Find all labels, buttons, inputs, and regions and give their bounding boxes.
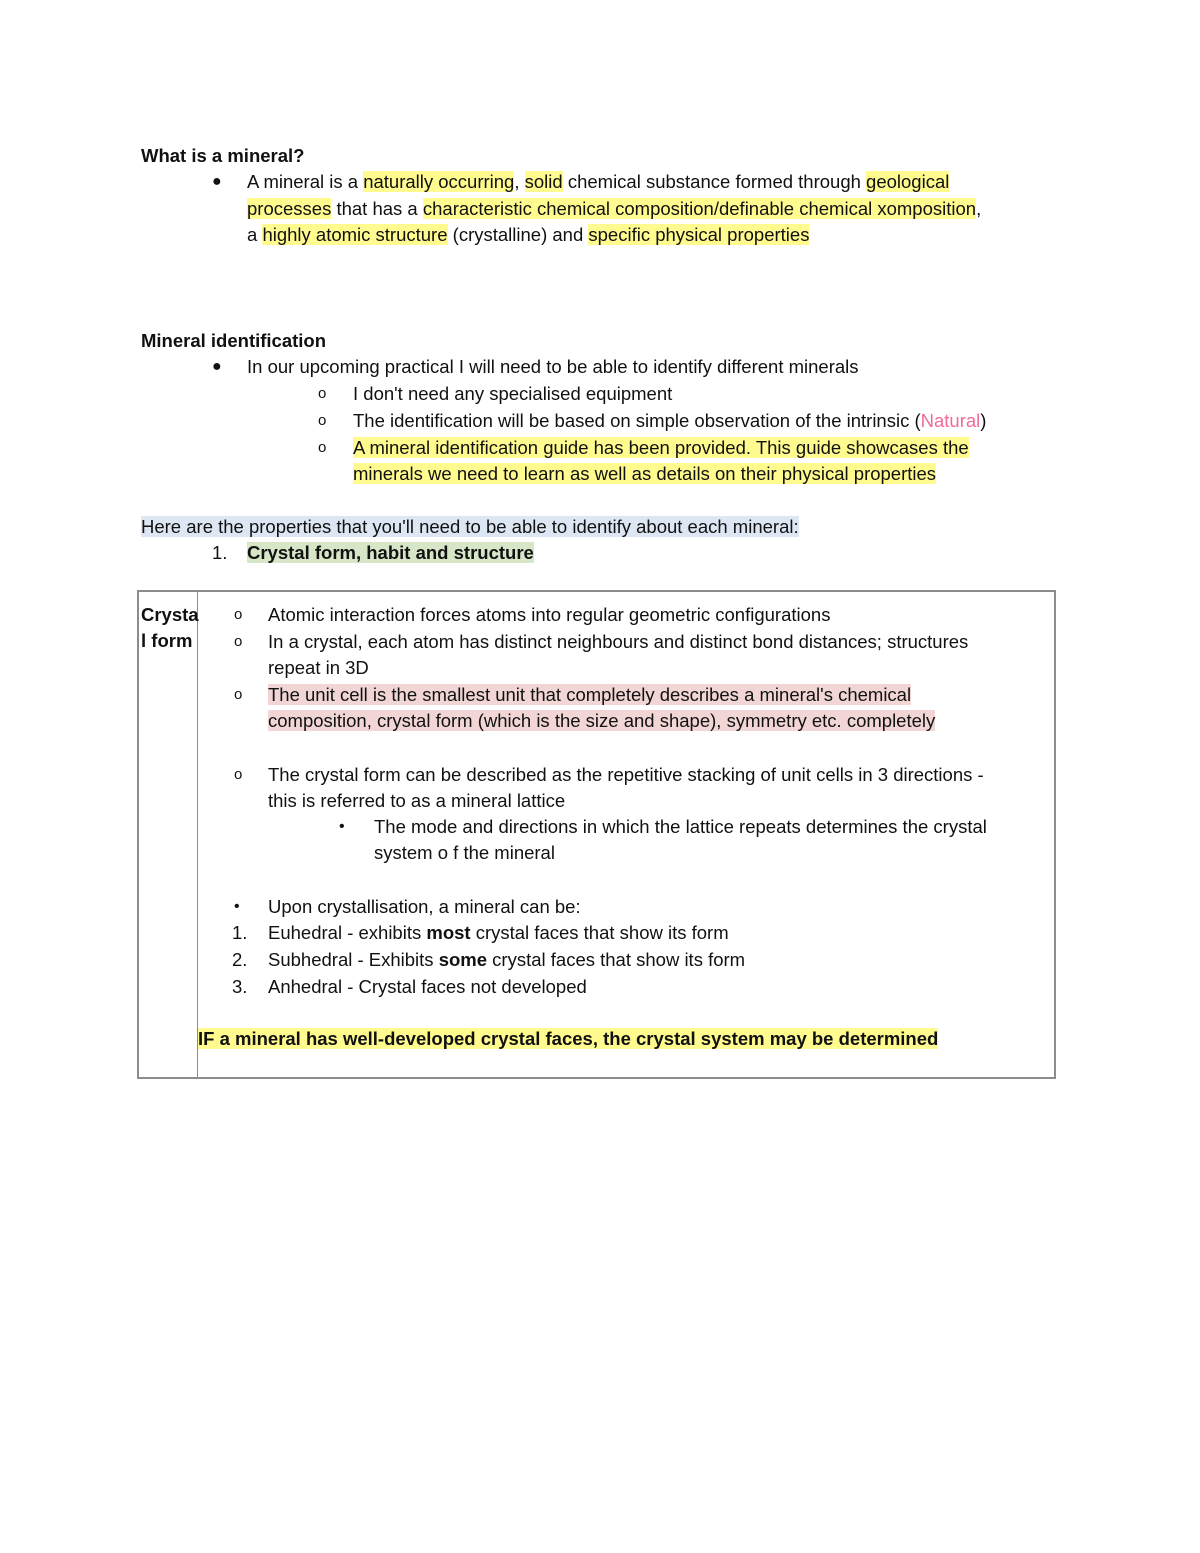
circle-bullet-icon: o (318, 439, 327, 456)
table-item-unit-cell-line-1: The unit cell is the smallest unit that completely describes a mineral's chemical (268, 684, 912, 705)
definition-line-3: a highly atomic structure (crystalline) and specific physical properties (247, 224, 810, 245)
bullet-icon: • (339, 818, 345, 835)
circle-bullet-icon: o (234, 606, 243, 623)
table-item-unit-cell-line-2: composition, crystal form (which is the size and shape), symmetry etc. completely (268, 710, 936, 731)
table-item-crystallisation: Upon crystallisation, a mineral can be: (268, 896, 581, 917)
table-list-anhedral: Anhedral - Crystal faces not developed (268, 976, 587, 997)
circle-bullet-icon: o (234, 686, 243, 703)
table-footer-note: IF a mineral has well-developed crystal faces, the crystal system may be determined (198, 1028, 939, 1049)
numbered-marker: 1. (212, 542, 228, 563)
table-label-line-2: l form (141, 630, 193, 651)
identification-bullet: In our upcoming practical I will need to be able to identify different minerals (247, 356, 859, 377)
bullet-icon: ● (212, 358, 222, 375)
circle-bullet-icon: o (234, 766, 243, 783)
sub-item-guide-line-2: minerals we need to learn as well as details on their physical properties (353, 463, 937, 484)
table-item-lattice-line-1: The crystal form can be described as the repetitive stacking of unit cells in 3 directions - (268, 764, 984, 785)
numbered-marker: 3. (232, 976, 248, 997)
table-content-cell (198, 591, 1056, 1078)
circle-bullet-icon: o (318, 412, 327, 429)
table-subitem-crystal-system-line-1: The mode and directions in which the lattice repeats determines the crystal (374, 816, 987, 837)
bullet-icon: ● (212, 173, 222, 190)
table-item-lattice-line-2: this is referred to as a mineral lattice (268, 790, 566, 811)
property-item-crystal-form: Crystal form, habit and structure (247, 542, 534, 563)
section-heading-mineral-identification: Mineral identification (141, 330, 327, 351)
numbered-marker: 1. (232, 922, 248, 943)
sub-item-guide-line-1: A mineral identification guide has been provided. This guide showcases the (353, 437, 969, 458)
definition-line-2: processes that has a characteristic chemical composition/definable chemical xomposition, (247, 198, 982, 219)
table-list-subhedral: Subhedral - Exhibits some crystal faces that show its form (268, 949, 746, 970)
section-heading-what-is-mineral: What is a mineral? (141, 145, 305, 166)
sub-item-equipment: I don't need any specialised equipment (353, 383, 673, 404)
numbered-marker: 2. (232, 949, 248, 970)
table-subitem-crystal-system-line-2: system o f the mineral (374, 842, 555, 863)
table-item-neighbours-line-1: In a crystal, each atom has distinct neighbours and distinct bond distances; structures (268, 631, 969, 652)
table-item-neighbours-line-2: repeat in 3D (268, 657, 369, 678)
table-label-cell (138, 591, 198, 1078)
circle-bullet-icon: o (234, 633, 243, 650)
bullet-icon: • (234, 898, 240, 915)
crystal-form-table (137, 590, 1056, 1079)
properties-intro: Here are the properties that you'll need to be able to identify about each mineral: (141, 516, 799, 537)
sub-item-observation: The identification will be based on simple observation of the intrinsic (Natural) (353, 410, 987, 431)
table-list-euhedral: Euhedral - exhibits most crystal faces that show its form (268, 922, 729, 943)
definition-line-1: A mineral is a naturally occurring, solid chemical substance formed through geological (247, 171, 950, 192)
table-label-line-1: Crysta (141, 604, 199, 625)
table-item-atomic-forces: Atomic interaction forces atoms into regular geometric configurations (268, 604, 831, 625)
circle-bullet-icon: o (318, 385, 327, 402)
